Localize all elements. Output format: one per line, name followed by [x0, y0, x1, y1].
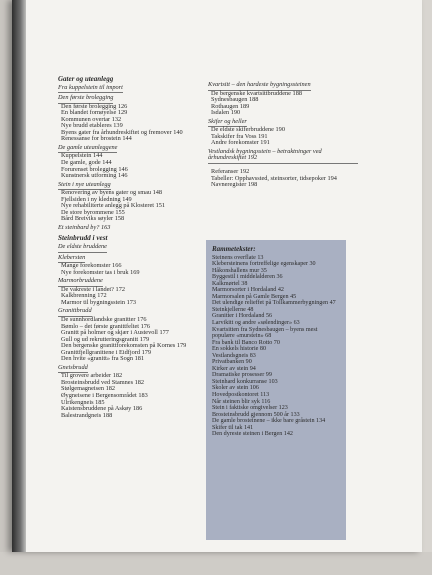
- box-entry: Det ulendige relieffet på Tollkammerbygningen 47: [212, 300, 336, 307]
- subsection-title: Granittbrudd: [58, 308, 92, 317]
- box-entry: Skoler av stein 106: [212, 385, 259, 392]
- toc-entry: Bård Breiviks søyler 158: [61, 215, 125, 223]
- toc-entry: Marmor til bygningsstein 173: [61, 298, 137, 306]
- box-entry: Privatbanken 90: [212, 359, 252, 366]
- subsection-title: De eldste bruddene: [58, 244, 107, 253]
- toc-entry: Stølgemagneisen 182: [61, 385, 116, 393]
- subsection-title: Den første brolegging: [58, 95, 113, 104]
- sidebar-box: [206, 240, 346, 540]
- toc-entry: Rothaugen 189: [211, 102, 250, 110]
- toc-entry: Ulrikengneis 185: [61, 398, 105, 406]
- toc-entry: Nye forekomster tas i bruk 169: [61, 268, 140, 276]
- box-entry: Byggestil i middelalderen 36: [212, 274, 283, 281]
- subsection-title: Marmorbruddene: [58, 278, 103, 287]
- box-entry: Kalkmørtel 38: [212, 280, 248, 287]
- toc-entry: De store byrommene 155: [61, 208, 125, 216]
- toc-entry: Renovering av byens gater og smau 148: [61, 189, 163, 197]
- box-entry: Kvartsitten fra Sydnesbaugen – byens mest: [212, 326, 318, 333]
- toc-entry: Balestrandgneis 188: [61, 411, 113, 419]
- toc-entry: Forurenset brolegging 146: [61, 165, 128, 173]
- subsection-title: Vestlandsk bygningsstein – betraktninger ved århundreskiftet 192: [208, 149, 358, 164]
- subsection-title: Klebersten: [58, 255, 85, 264]
- toc-entry: Kalkbrenning 172: [61, 292, 107, 300]
- toc-entry: Den første brolegging 126: [61, 102, 128, 110]
- toc-entry: Takskifer fra Voss 191: [211, 132, 268, 140]
- toc-entry: Kommunen overtar 132: [61, 115, 122, 123]
- box-entry: populære «murstein» 68: [212, 333, 272, 340]
- subsection-title: Fra kuppelstein til import: [58, 85, 123, 94]
- box-entry: Klebersteinens fortreffelige egenskaper 30: [212, 261, 316, 268]
- toc-entry: Brosteinsbrudd ved Stamnes 182: [61, 378, 145, 386]
- box-entry: Skifer til tak 141: [212, 424, 254, 431]
- toc-entry: En blandet fornøyelse 129: [61, 109, 128, 117]
- subsection-title: Skifer og heller: [208, 119, 247, 128]
- toc-entry: Fjellsiden i ny kledning 149: [61, 195, 132, 203]
- section-title: Steinbrudd i vest: [58, 234, 108, 243]
- subsection-title: Gneisbrudd: [58, 365, 88, 374]
- subsection-title: Stein i nye uteanlegg: [58, 182, 111, 191]
- toc-entry: De gamle, gode 144: [61, 159, 112, 167]
- toc-entry: Sydnesbaugen 188: [211, 96, 259, 104]
- table-surface: [0, 552, 432, 575]
- toc-entry: Renessanse for brostein 144: [61, 135, 132, 143]
- toc-entry: Til grovere arbeider 182: [61, 372, 123, 380]
- box-entry: Når steinen blir syk 116: [212, 398, 271, 405]
- box-entry: De gamle brosteinene – ikke bare gråstein 134: [212, 418, 326, 425]
- toc-entry: Mange forekomster 166: [61, 262, 122, 270]
- toc-entry: Den bergenske granittforekomsten på Kornes 179: [61, 342, 187, 350]
- box-entry: Hovedpostkontoret 113: [212, 392, 270, 399]
- toc-entry: Gull og ud rekrutteringsgranitt 179: [61, 335, 150, 343]
- toc-entry: Kuppelstein 144: [61, 152, 103, 160]
- box-entry: Den dyreste steinen i Bergen 142: [212, 431, 293, 438]
- box-title: Rammetekster:: [212, 245, 256, 253]
- box-entry: Steinens overflate 13: [212, 254, 264, 261]
- toc-entry: Andre forekomster 191: [211, 139, 270, 147]
- box-entry: Brosteinsbrudd gjennom 500 år 133: [212, 411, 300, 418]
- box-entry: Håkonshallens mur 35: [212, 267, 267, 274]
- box-entry: En sokkels historie 80: [212, 346, 266, 353]
- toc-entry: Tabeller: Opphavssted, steinsorter, tidsepoker 194: [211, 174, 337, 182]
- toc-right-column: [208, 80, 358, 189]
- toc-entry: Nye brudd etableres 139: [61, 122, 123, 130]
- box-entry: Vestlandsgneis 83: [212, 352, 256, 359]
- box-entry: Steinhard konkurranse 103: [212, 378, 278, 385]
- toc-entry: Bømlo – det første granittfeltet 176: [61, 322, 151, 330]
- toc-left-column: [58, 72, 203, 419]
- toc-entry: De eldste skiferbruddene 190: [211, 126, 285, 134]
- box-entry: Granitter i Hordaland 56: [212, 313, 273, 320]
- box-entry: Larvikitt og andre «sølendinger» 63: [212, 320, 300, 327]
- toc-entry: Referanser 192: [211, 168, 250, 176]
- toc-entry: Navneregister 198: [211, 181, 258, 189]
- toc-entry: Isdalen 190: [211, 109, 241, 117]
- toc-entry: Øygneisene i Bergensområdet 183: [61, 391, 148, 399]
- subsection-title: Kvartsitt – den hardeste bygningssteinen: [208, 82, 311, 91]
- toc-entry: Granittfjellgranittene i Eidfjord 179: [61, 348, 152, 356]
- box-entry: Steinkjellerne 48: [212, 306, 254, 313]
- box-entry: Stein i faktiske omgivelser 123: [212, 405, 288, 412]
- toc-entry: De bergenske kvartsittbruddene 188: [211, 89, 302, 97]
- toc-entry: Kaistensbruddene på Askøy 186: [61, 405, 143, 413]
- box-entry: Marmorsalen på Gamle Bergen 45: [212, 293, 297, 300]
- toc-entry: Granitt på holmer og skjær i Austevoll 177: [61, 329, 169, 337]
- toc-entry: De vakreste i landet? 172: [61, 285, 125, 293]
- toc-entry: De sunnhordlandske granitter 176: [61, 315, 147, 323]
- box-entry: Dramatiske prosesser 99: [212, 372, 272, 379]
- toc-entry: Byens gater fra århundreskiftet og fremover 140: [61, 128, 183, 136]
- toc-entry: Kunstnersk utforming 146: [61, 172, 128, 180]
- box-entry: Kirker av stein 94: [212, 365, 256, 372]
- book-spine: [12, 0, 26, 552]
- toc-entry: Et steinbard by? 163: [58, 223, 111, 231]
- toc-entry: Nye rehabiliterte anlegg på Klosteret 151: [61, 202, 166, 210]
- box-entry: Marmorsorter i Hordaland 42: [212, 287, 284, 294]
- subsection-title: De gamle uteanleggene: [58, 145, 117, 154]
- toc-entry: Den hvite «granitt» fra Sogn 181: [61, 355, 145, 363]
- box-entry: Fra bank til Banco Rotto 70: [212, 339, 280, 346]
- section-title: Gater og uteanlegg: [58, 75, 114, 83]
